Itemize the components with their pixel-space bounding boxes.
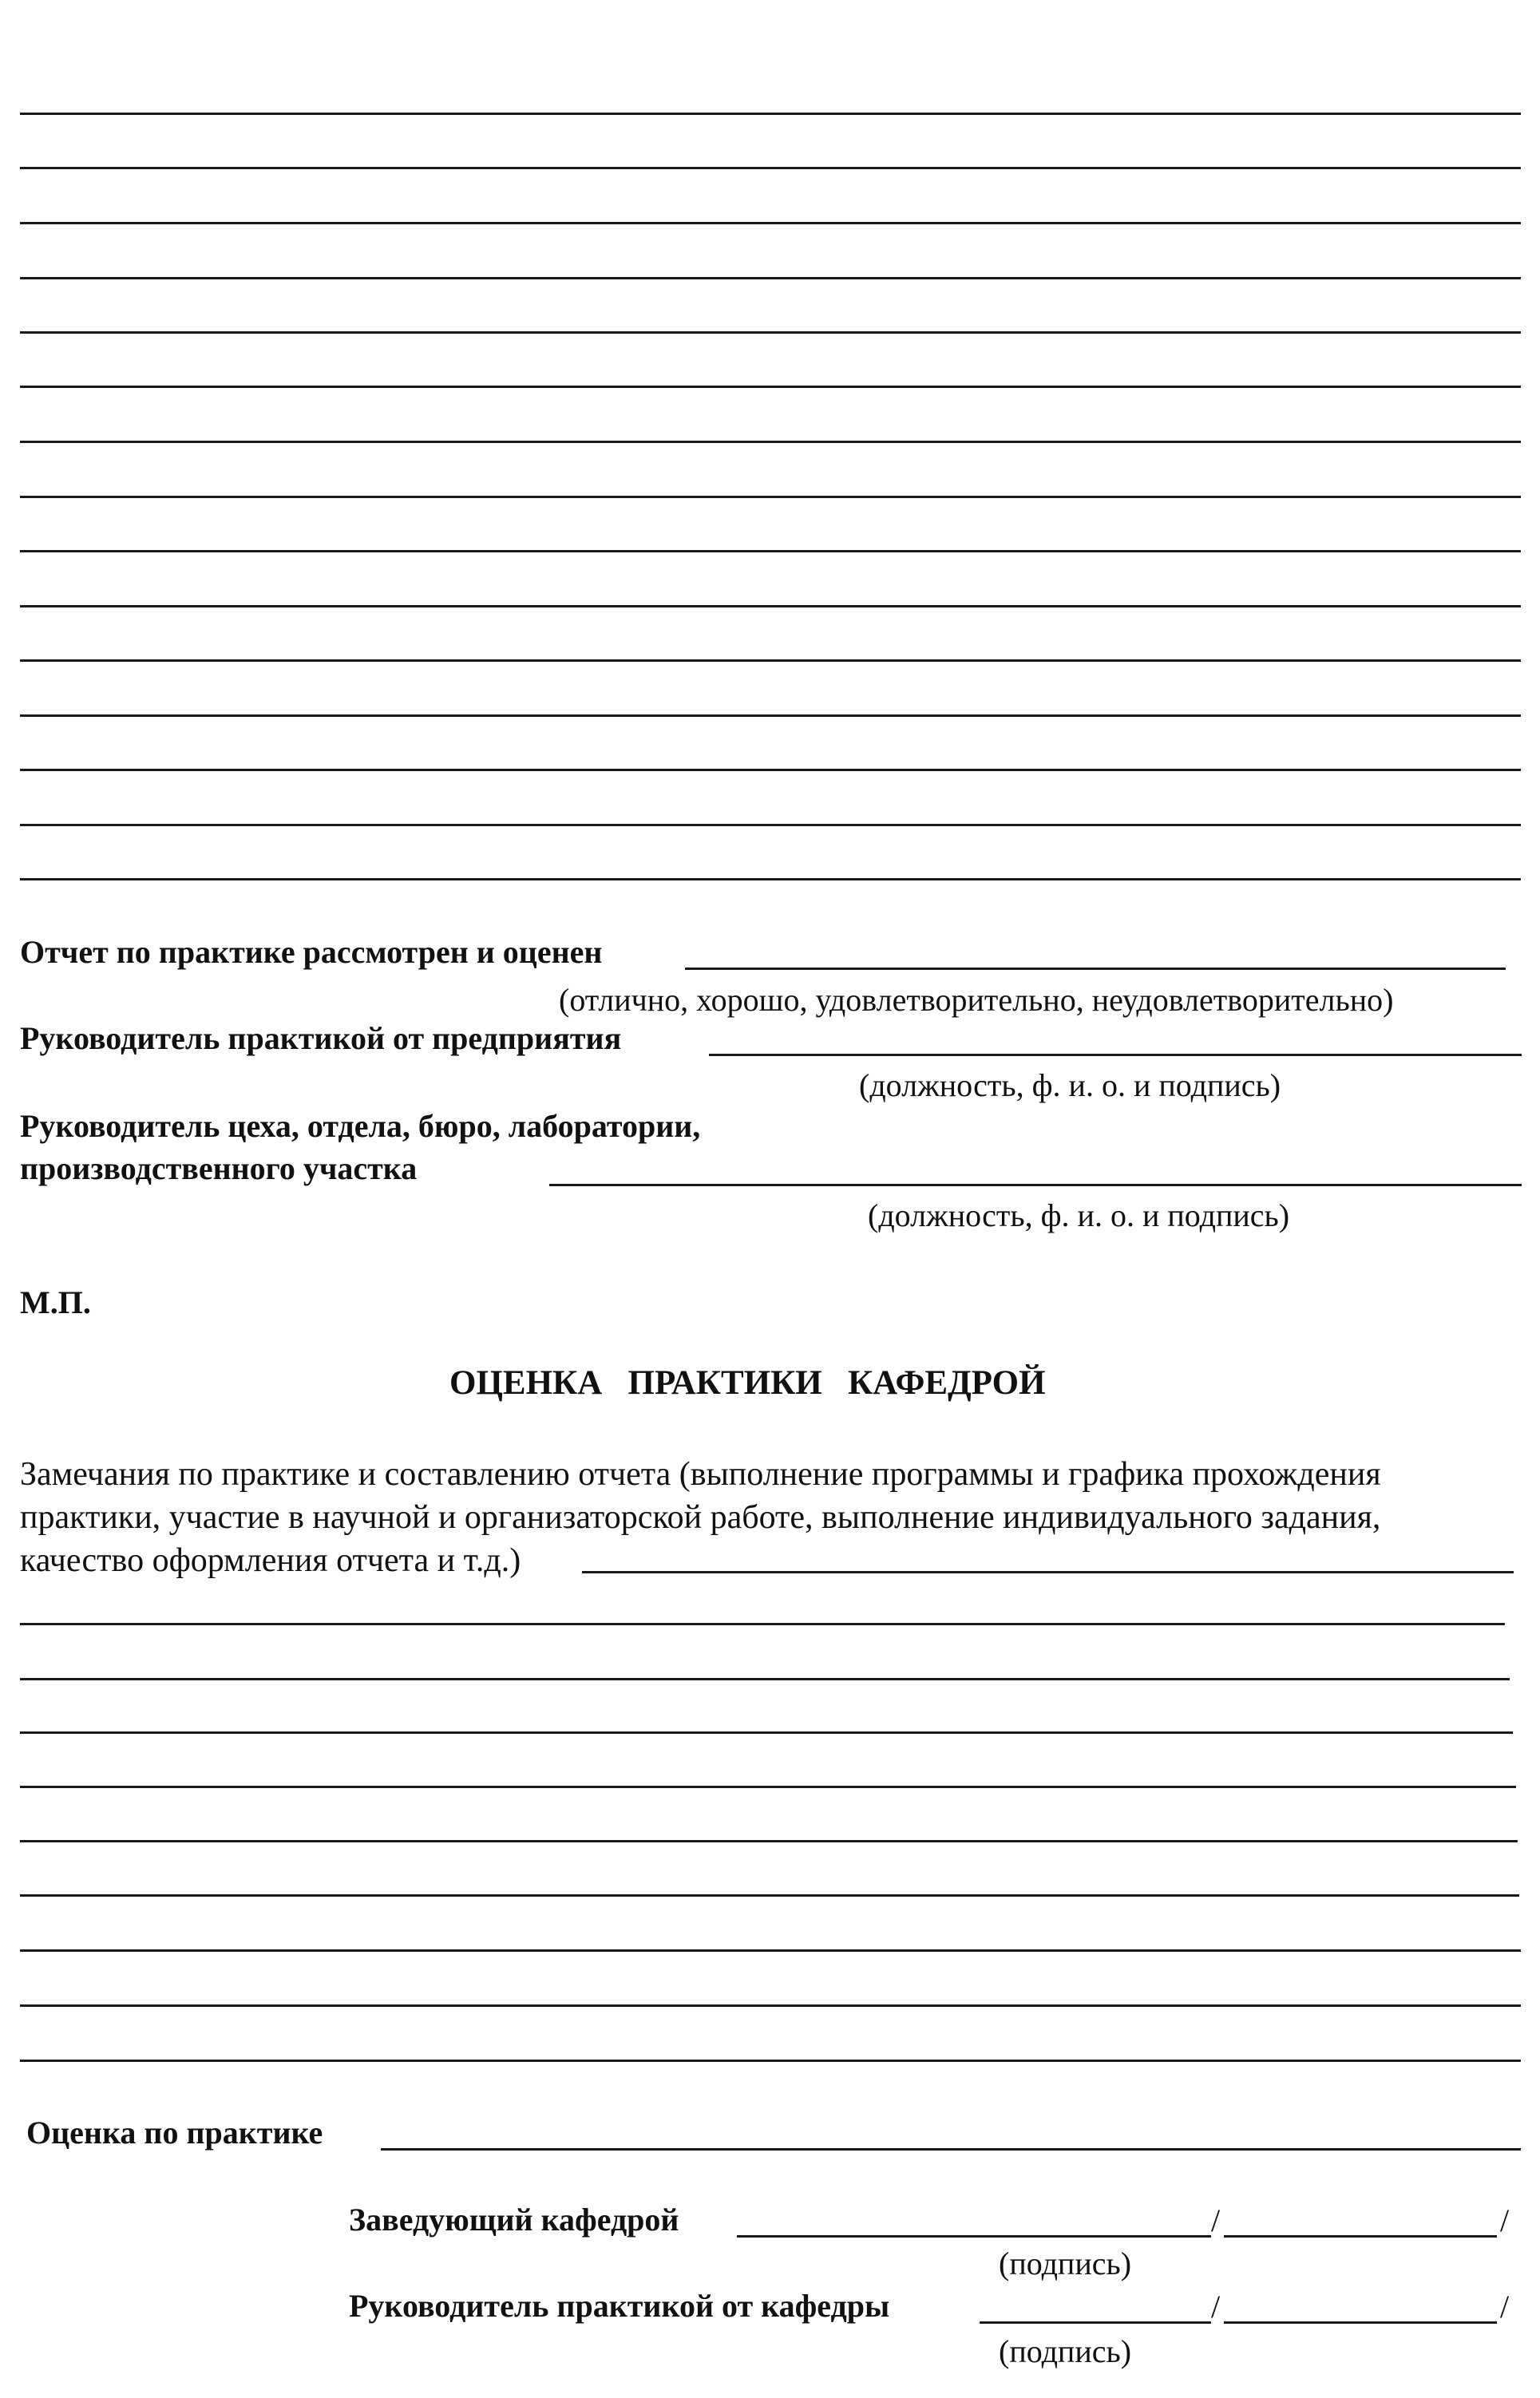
blank-line[interactable] xyxy=(20,824,1521,826)
head-of-dept-label: Заведующий кафедрой xyxy=(349,2202,679,2238)
blank-line[interactable] xyxy=(20,550,1521,552)
blank-line[interactable] xyxy=(20,167,1521,169)
blank-line[interactable] xyxy=(20,1840,1518,1842)
enterprise-head-signature-field[interactable] xyxy=(709,1054,1522,1056)
grade-field[interactable] xyxy=(381,2148,1521,2151)
blank-line[interactable] xyxy=(20,1894,1519,1897)
blank-line[interactable] xyxy=(20,386,1521,388)
enterprise-head-label: Руководитель практикой от предприятия xyxy=(20,1020,622,1056)
remarks-line3: качество оформления отчета и т.д.) xyxy=(20,1542,521,1579)
grade-label: Оценка по практике xyxy=(26,2115,323,2151)
blank-line[interactable] xyxy=(20,441,1521,443)
slash-separator: / xyxy=(1211,2202,1221,2238)
blank-line[interactable] xyxy=(20,277,1521,279)
supervisor-label: Руководитель практикой от кафедры xyxy=(349,2288,890,2324)
remarks-line2: практики, участие в научной и организаторской работе, выполнение индивидуального задания, xyxy=(20,1499,1381,1536)
blank-line[interactable] xyxy=(20,1949,1521,1952)
slash-separator: / xyxy=(1211,2289,1221,2325)
dept-head-label-line2: производственного участка xyxy=(20,1150,418,1186)
blank-line[interactable] xyxy=(20,1731,1513,1734)
blank-line[interactable] xyxy=(20,2060,1521,2062)
head-of-dept-hint: (подпись) xyxy=(999,2246,1132,2281)
blank-line[interactable] xyxy=(20,222,1521,224)
blank-line[interactable] xyxy=(20,878,1521,880)
blank-line[interactable] xyxy=(20,769,1521,771)
supervisor-name-field[interactable] xyxy=(1224,2321,1497,2324)
report-evaluated-label: Отчет по практике рассмотрен и оценен xyxy=(20,934,603,970)
slash-separator: / xyxy=(1500,2289,1510,2325)
blank-line[interactable] xyxy=(20,496,1521,498)
blank-line[interactable] xyxy=(20,113,1521,115)
blank-line[interactable] xyxy=(20,331,1521,334)
blank-line[interactable] xyxy=(20,1786,1516,1788)
department-heading: ОЦЕНКА ПРАКТИКИ КАФЕДРОЙ xyxy=(449,1364,1046,1402)
remarks-field-first-line[interactable] xyxy=(582,1571,1514,1573)
blank-line[interactable] xyxy=(20,1678,1510,1680)
remarks-line1: Замечания по практике и составлению отчета (выполнение программы и графика прохождения xyxy=(20,1456,1381,1493)
blank-line[interactable] xyxy=(20,659,1521,662)
head-of-dept-name-field[interactable] xyxy=(1224,2235,1497,2238)
grades-hint: (отлично, хорошо, удовлетворительно, неудовлетворительно) xyxy=(559,982,1394,1018)
enterprise-head-hint: (должность, ф. и. о. и подпись) xyxy=(859,1067,1281,1103)
slash-separator: / xyxy=(1500,2202,1510,2238)
blank-line[interactable] xyxy=(20,1623,1505,1625)
dept-head-signature-field[interactable] xyxy=(549,1184,1522,1186)
dept-head-label-line1: Руководитель цеха, отдела, бюро, лаборатории, xyxy=(20,1108,701,1144)
dept-head-hint: (должность, ф. и. о. и подпись) xyxy=(868,1197,1290,1233)
blank-line[interactable] xyxy=(20,714,1521,717)
report-grade-field[interactable] xyxy=(685,968,1506,970)
supervisor-hint: (подпись) xyxy=(999,2333,1132,2369)
blank-line[interactable] xyxy=(20,2004,1521,2007)
head-of-dept-signature-field[interactable] xyxy=(737,2235,1211,2238)
supervisor-signature-field[interactable] xyxy=(980,2321,1211,2324)
stamp-label: М.П. xyxy=(20,1284,91,1320)
blank-line[interactable] xyxy=(20,605,1521,607)
